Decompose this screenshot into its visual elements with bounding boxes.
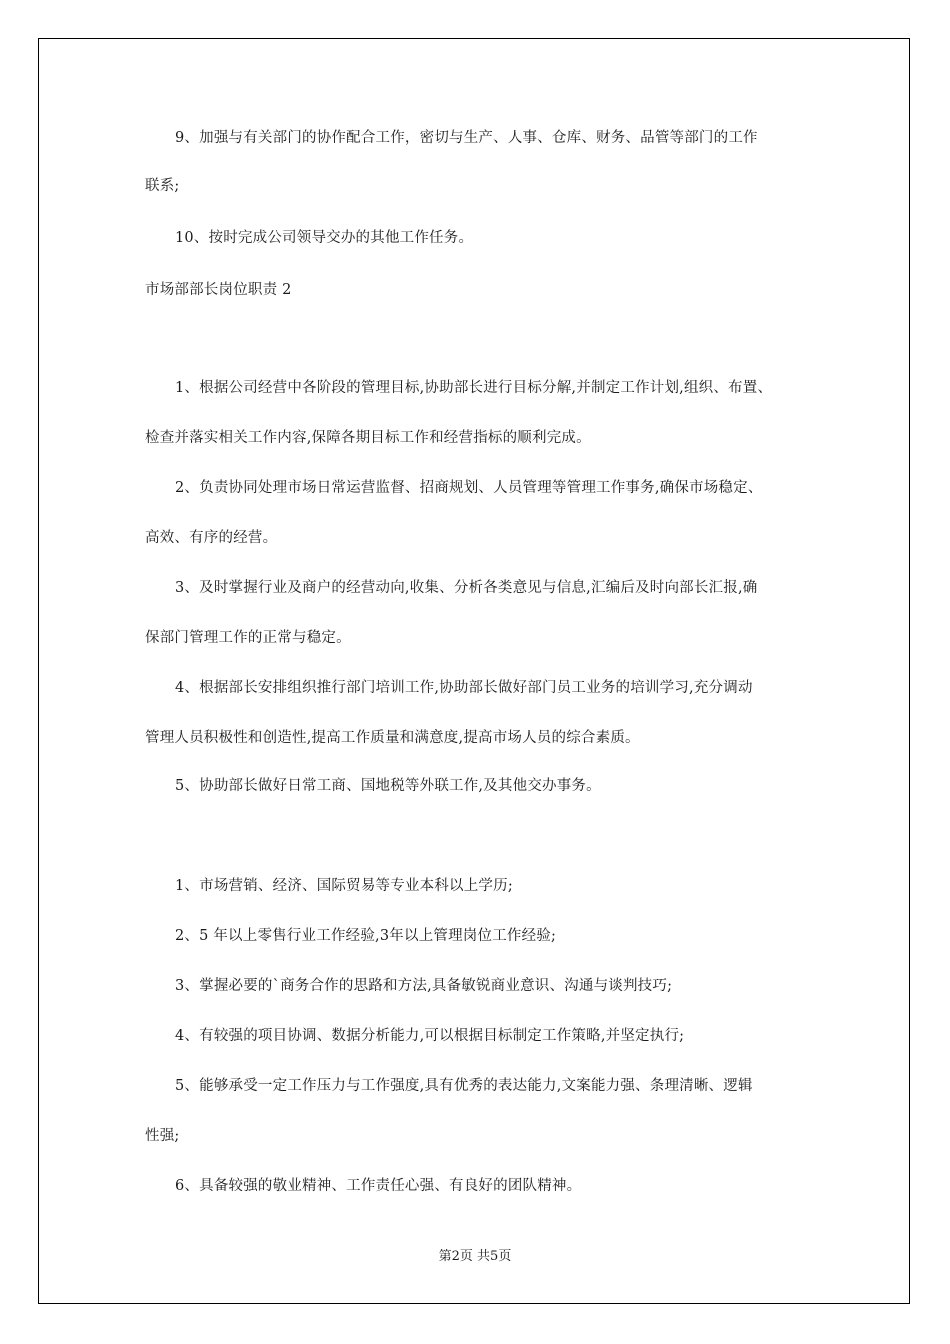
paragraph-line: 1、根据公司经营中各阶段的管理目标,协助部长进行目标分解,并制定工作计划,组织、布置、 — [175, 380, 773, 396]
requirement-line: 性强; — [145, 1128, 180, 1144]
paragraph-line: 管理人员积极性和创造性,提高工作质量和满意度,提高市场人员的综合素质。 — [145, 730, 640, 746]
paragraph-line: 3、及时掌握行业及商户的经营动向,收集、分析各类意见与信息,汇编后及时向部长汇报,确 — [175, 580, 758, 596]
paragraph-line: 9、加强与有关部门的协作配合工作，密切与生产、人事、仓库、财务、品管等部门的工作 — [175, 130, 758, 146]
paragraph-line: 10、按时完成公司领导交办的其他工作任务。 — [175, 230, 474, 246]
paragraph-line: 保部门管理工作的正常与稳定。 — [145, 630, 351, 646]
section-heading: 市场部部长岗位职责 2 — [145, 282, 292, 298]
paragraph-line: 高效、有序的经营。 — [145, 530, 278, 546]
requirement-line: 6、具备较强的敬业精神、工作责任心强、有良好的团队精神。 — [175, 1178, 582, 1194]
requirement-line: 4、有较强的项目协调、数据分析能力,可以根据目标制定工作策略,并坚定执行; — [175, 1028, 685, 1044]
requirement-line: 3、掌握必要的`商务合作的思路和方法,具备敏锐商业意识、沟通与谈判技巧; — [175, 978, 673, 994]
page-border — [38, 38, 910, 1304]
requirement-line: 5、能够承受一定工作压力与工作强度,具有优秀的表达能力,文案能力强、条理清晰、逻辑 — [175, 1078, 753, 1094]
page-number: 第2页 共5页 — [438, 1249, 512, 1264]
requirement-line: 2、5 年以上零售行业工作经验,3年以上管理岗位工作经验; — [175, 928, 557, 944]
requirement-line: 1、市场营销、经济、国际贸易等专业本科以上学历; — [175, 878, 513, 894]
paragraph-line: 联系; — [145, 178, 180, 194]
paragraph-line: 4、根据部长安排组织推行部门培训工作,协助部长做好部门员工业务的培训学习,充分调动 — [175, 680, 753, 696]
paragraph-line: 5、协助部长做好日常工商、国地税等外联工作,及其他交办事务。 — [175, 778, 601, 794]
paragraph-line: 2、负责协同处理市场日常运营监督、招商规划、人员管理等管理工作事务,确保市场稳定、 — [175, 480, 763, 496]
paragraph-line: 检查并落实相关工作内容,保障各期目标工作和经营指标的顺利完成。 — [145, 430, 591, 446]
